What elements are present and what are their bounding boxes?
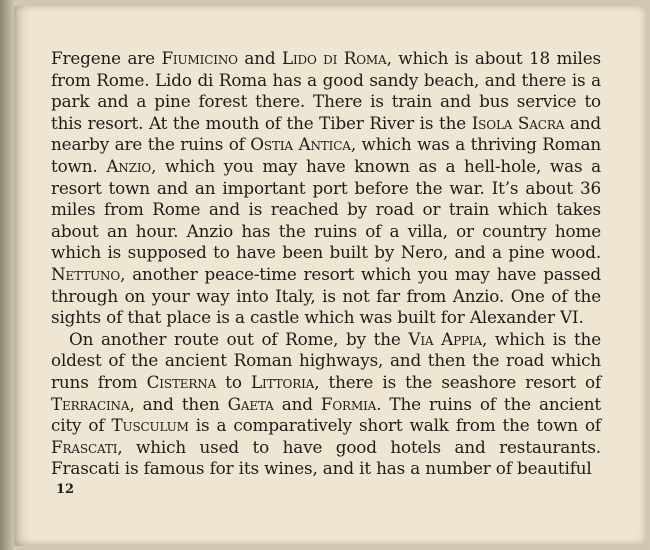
text-run: , which was a thriving Roman town. [51,134,602,176]
place-name: Formia [320,393,377,414]
page-number: 12 [56,482,75,497]
place-name: Littoria [251,371,315,392]
text-run: , and then [129,393,228,414]
place-name: Via Appia [408,328,483,349]
place-name: Cisterna [146,371,217,392]
place-name: Tusculum [111,415,189,436]
place-name: Terracina [51,393,130,414]
text-run: and nearby are the ruins of [51,112,601,155]
text-run: , there is the seashore resort of [314,371,601,392]
text-run: , another peace-time resort which you may have passed through on your way into Italy, is not far from Anzio. One of the sights of that place is a castle which was built for Alexander VI. [51,263,601,328]
text-run: and [237,48,282,68]
text-run: Fregene are [51,48,162,68]
body-text [51,48,601,480]
place-name: Lido di Roma [281,48,387,68]
place-name: Ostia Antica [250,134,351,155]
paragraph-1 [51,48,601,329]
text-run: , which is about 18 miles from Rome. Lido di Roma has a good sandy beach, and there is a park and a pine forest there. There is train and bus service to this resort. At the mouth of the Tiber River is the [51,48,601,133]
text-run: . The ruins of the ancient city of [51,393,601,436]
text-run: On another route out of Rome, by the [69,328,409,349]
place-name: Nettuno [51,263,121,284]
place-name: Gaeta [227,393,274,414]
text-run: , which you may have known as a hell-hole, was a resort town and an important port before the war. It’s about 36 miles from Rome and is reached by road or train which takes about an hour. Anzio has the ruins of a villa, or country home which is supposed to have been built by Nero, and a pine wood. [51,155,601,263]
text-run: to [216,371,251,392]
place-name: Frascati [51,436,118,457]
paragraph-2 [51,329,601,480]
text-run: , which is the oldest of the ancient Roman highways, and then the road which runs from [51,328,601,392]
place-name: Fiumicino [161,48,238,68]
book-page [14,6,646,546]
text-run: is a comparatively short walk from the town of [188,415,601,436]
text-run: and [273,393,321,414]
place-name: Anzio [106,155,152,176]
text-run: , which used to have good hotels and restaurants. Frascati is famous for its wines, and it has a number of beautiful [51,436,601,479]
place-name: Isola Sacra [471,112,565,133]
